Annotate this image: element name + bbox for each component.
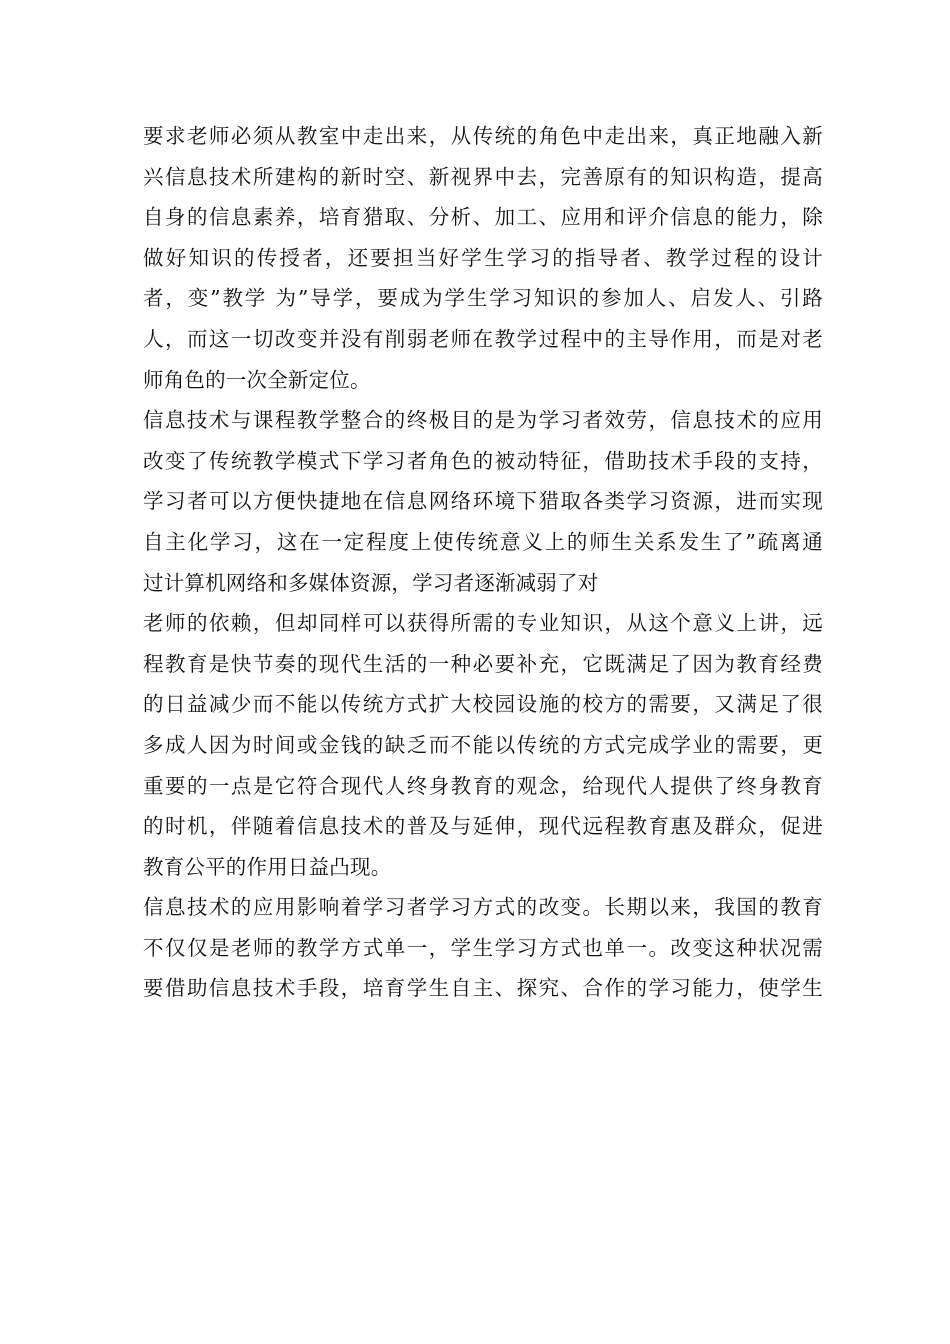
text-line: 老师的依赖，但却同样可以获得所需的专业知识，从这个意义上讲，远 (143, 611, 823, 636)
text-line: 自主化学习，这在一定程度上使传统意义上的师生关系发生了”疏离通 (143, 529, 823, 554)
text-line: 做好知识的传授者，还要担当好学生学习的指导者、教学过程的设计 (143, 245, 823, 270)
text-line: 人，而这一切改变并没有削弱老师在教学过程中的主导作用，而是对老 (143, 326, 823, 351)
text-line: 自身的信息素养，培育猎取、分析、加工、应用和评介信息的能力，除 (143, 205, 823, 230)
text-line: 教育公平的作用日益凸现。 (143, 854, 392, 879)
paragraph-learner-service (143, 400, 823, 603)
text-line: 多成人因为时间或金钱的缺乏而不能以传统的方式完成学业的需要，更 (143, 732, 823, 757)
text-line: 者，变”教学 为”导学，要成为学生学习知识的参加人、启发人、引路 (143, 286, 823, 311)
text-line: 重要的一点是它符合现代人终身教育的观念，给现代人提供了终身教育 (143, 773, 823, 798)
text-line: 信息技术与课程教学整合的终极目的是为学习者效劳，信息技术的应用 (143, 408, 823, 433)
paragraph-learning-style (143, 887, 823, 1009)
text-line: 程教育是快节奏的现代生活的一种必要补充，它既满足了因为教育经费 (143, 651, 823, 676)
text-line: 学习者可以方便快捷地在信息网络环境下猎取各类学习资源，进而实现 (143, 489, 823, 514)
text-line: 兴信息技术所建构的新时空、新视界中去，完善原有的知识构造，提高 (143, 164, 823, 189)
text-line: 过计算机网络和多媒体资源，学习者逐渐减弱了对 (143, 570, 599, 595)
paragraph-distance-education (143, 603, 823, 887)
text-line: 的日益减少而不能以传统方式扩大校园设施的校方的需要，又满足了很 (143, 692, 823, 717)
text-line: 的时机，伴随着信息技术的普及与延伸，现代远程教育惠及群众，促进 (143, 814, 823, 839)
text-line: 师角色的一次全新定位。 (143, 367, 371, 392)
paragraph-teacher-role (143, 116, 823, 400)
document-body (143, 116, 823, 1009)
text-line: 要求老师必须从教室中走出来，从传统的角色中走出来，真正地融入新 (143, 124, 823, 148)
text-line: 要借助信息技术手段，培育学生自主、探究、合作的学习能力，使学生 (143, 976, 823, 1001)
text-line: 不仅仅是老师的教学方式单一，学生学习方式也单一。改变这种状况需 (143, 935, 823, 960)
text-line: 信息技术的应用影响着学习者学习方式的改变。长期以来，我国的教育 (143, 895, 823, 920)
text-line: 改变了传统教学模式下学习者角色的被动特征，借助技术手段的支持， (143, 448, 823, 473)
